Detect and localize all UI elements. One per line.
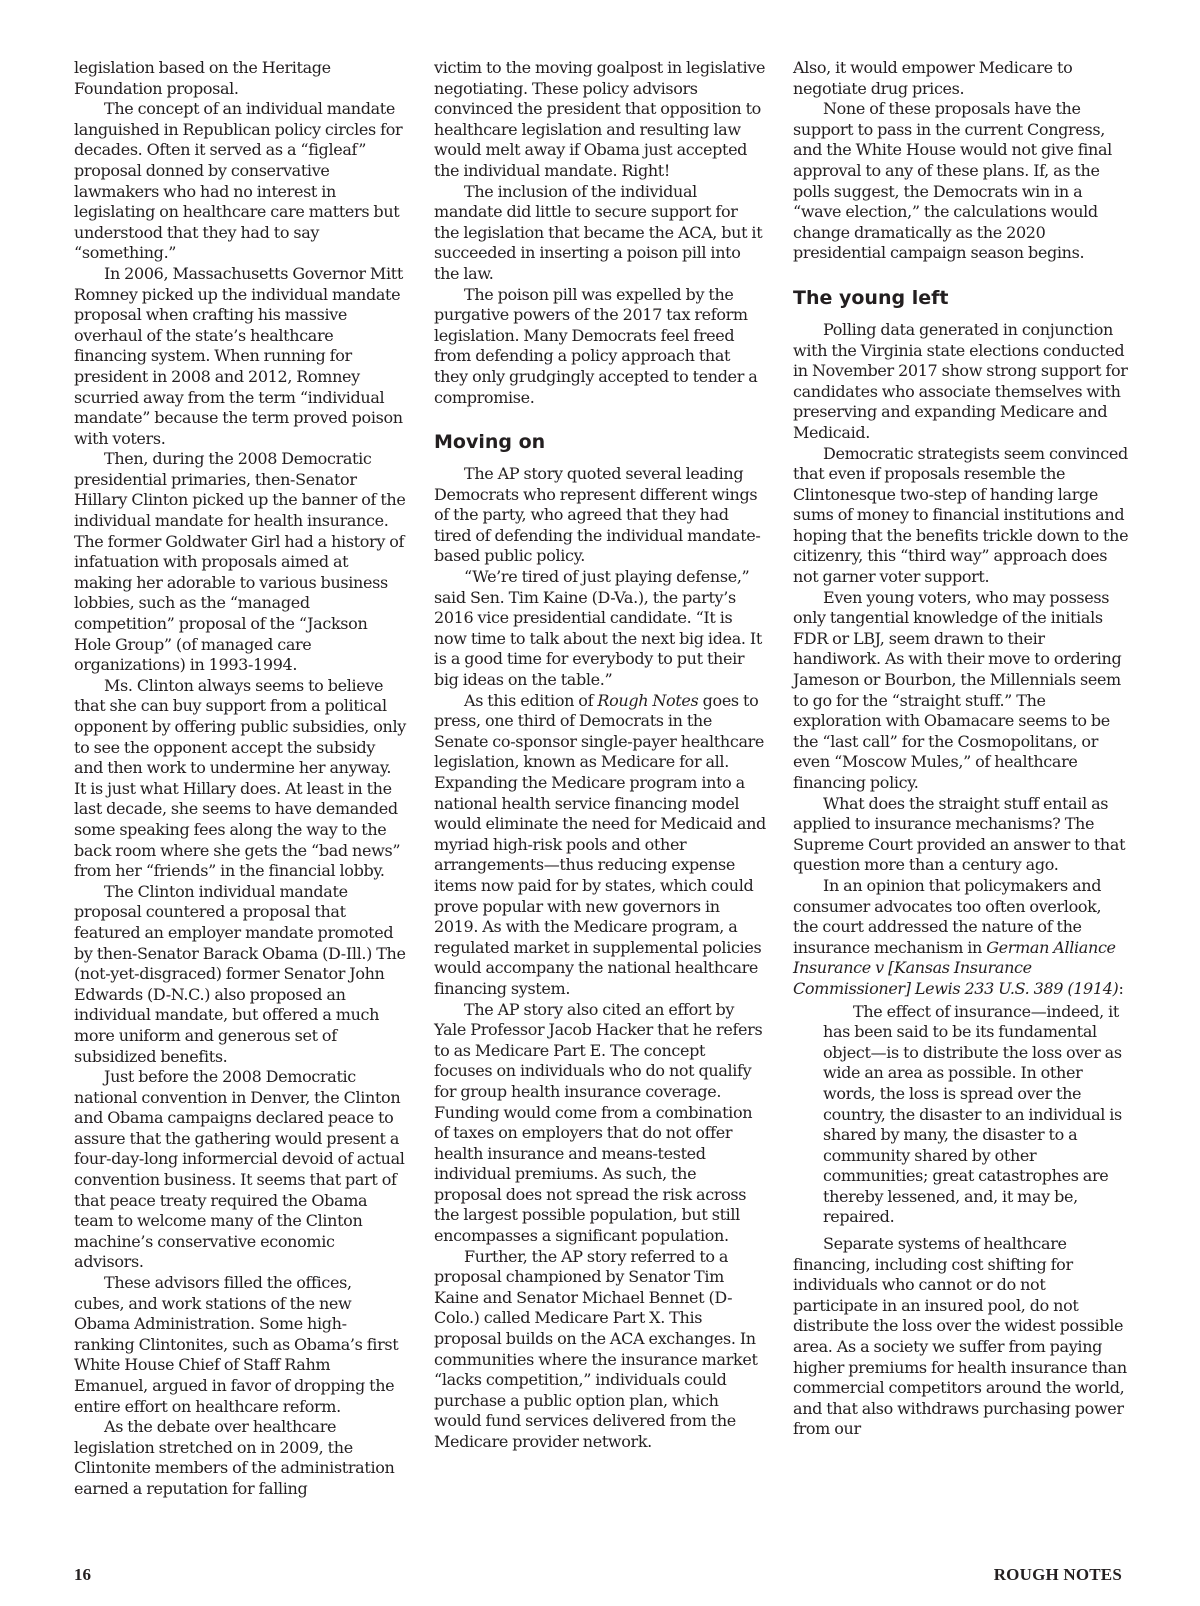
paragraph: None of these proposals have the support to pass in the current Congress, and the White House would not give final approval to any of these plans. If, as the polls suggest, the Democrats win in a “wave election,” the calculations would change dramatically as the 2020 presidential campaign season begins. bbox=[793, 99, 1112, 263]
paragraph: Just before the 2008 Democratic national convention in Denver, the Clinton and Obama campaigns declared peace to assure that the gathering would present a four-day-long informercial devoid of actual convention business. It seems that part of that peace treaty required the Obama team to welcome many of the Clinton machine’s conservative economic advisors. bbox=[74, 1067, 405, 1272]
paragraph: legislation based on the Heritage Foundation proposal. bbox=[74, 58, 331, 98]
text-run: goes to press, one third of Democrats in the Senate co-sponsor single-payer healthcare legislation, known as Medicare for all. Expanding the Medicare program into a national health service financing model would eliminate the need for Medicaid and myriad high-risk pools and other arrangements—thus reducing expense items now paid for by states, which could prove popular with new governors in 2019. As with the Medicare program, a regulated market in supplemental policies would accompany the national healthcare financing system. bbox=[434, 690, 766, 998]
section-heading-young-left: The young left bbox=[793, 286, 949, 309]
article-column-2 bbox=[434, 58, 766, 1453]
paragraph: Even young voters, who may possess only tangential knowledge of the initials FDR or LBJ, seem drawn to their handiwork. As with their move to ordering Jameson or Bourbon, the Millennials seem to go for the “straight stuff.” The exploration with Obamacare seems to be the “last call” for the Cosmopolitans, or even “Moscow Mules,” of healthcare financing policy. bbox=[793, 587, 1122, 792]
article-column-1 bbox=[74, 58, 406, 1500]
paragraph: In 2006, Massachusetts Governor Mitt Romney picked up the individual mandate proposal when crafting his massive overhaul of the state’s healthcare financing system. When running for president in 2008 and 2012, Romney scurried away from the term “individual mandate” because the term proved poison with voters. bbox=[74, 263, 403, 448]
paragraph: Ms. Clinton always seems to believe that she can buy support from a political opponent by offering public subsidies, only to see the opponent accept the subsidy and then work to undermine her anyway. It is just what Hillary does. At least in the last decade, she seems to have demanded some speaking fees along the way to the back room where she gets the “bad news” from her “friends” in the financial lobby. bbox=[74, 675, 406, 881]
paragraph: Polling data generated in conjunction with the Virginia state elections conducted in November 2017 show strong support for candidates who associate themselves with preserving and expanding Medicare and Medicaid. bbox=[793, 319, 1128, 442]
paragraph: As the debate over healthcare legislation stretched on in 2009, the Clintonite members of the administration earned a reputation for falling bbox=[74, 1417, 395, 1498]
paragraph: The inclusion of the individual mandate did little to secure support for the legislation that became the ACA, but it succeeded in inserting a poison pill into the law. bbox=[434, 181, 763, 283]
paragraph: Then, during the 2008 Democratic presidential primaries, then-Senator Hillary Clinton picked up the banner of the individual mandate for health insurance. The former Goldwater Girl had a history of infatuation with proposals aimed at making her adorable to various business lobbies, such as the “managed competition” proposal of the “Jackson Hole Group” (of managed care organizations) in 1993-1994. bbox=[74, 449, 406, 675]
page-number: 16 bbox=[74, 1565, 91, 1584]
paragraph: The AP story quoted several leading Democrats who represent different wings of the party, who agreed that they had tired of defending the individual mandate-based public policy. bbox=[434, 464, 761, 566]
text-run: As this edition of bbox=[464, 690, 598, 710]
paragraph: The AP story also cited an effort by Yale Professor Jacob Hacker that he refers to as Medicare Part E. The concept focuses on individuals who do not qualify for group health insurance coverage. Funding would come from a combination of taxes on employers that do not offer health insurance and means-tested individual premiums. As such, the proposal does not spread the risk across the largest possible population, but still encompasses a significant population. bbox=[434, 999, 763, 1246]
paragraph: Also, it would empower Medicare to negotiate drug prices. bbox=[793, 58, 1073, 98]
paragraph: Separate systems of healthcare financing, including cost shifting for individuals who cannot or do not participate in an insured pool, do not distribute the loss over the widest possible area. As a society we suffer from paying higher premiums for health insurance than commercial competitors around the world, and that also withdraws purchasing power from our bbox=[793, 1234, 1127, 1439]
paragraph: The Clinton individual mandate proposal countered a proposal that featured an employer mandate promoted by then-Senator Barack Obama (D-Ill.) The (not-yet-disgraced) former Senator John Edwards (D-N.C.) also proposed an individual mandate, but offered a much more uniform and generous set of subsidized benefits. bbox=[74, 881, 406, 1066]
paragraph: Further, the AP story referred to a proposal championed by Senator Tim Kaine and Senator Michael Bennet (D-Colo.) called Medicare Part X. This proposal builds on the ACA exchanges. In communities where the insurance market “lacks competition,” individuals could purchase a public option plan, which would fund services delivered from the Medicare provider network. bbox=[434, 1246, 758, 1451]
section-heading-moving-on: Moving on bbox=[434, 431, 546, 454]
paragraph: The concept of an individual mandate languished in Republican policy circles for decades. Often it served as a “figleaf” proposal donned by conservative lawmakers who had no interest in legislating on healthcare care matters but understood that they had to say “something.” bbox=[74, 99, 403, 263]
paragraph: “We’re tired of just playing defense,” said Sen. Tim Kaine (D-Va.), the party’s 2016 vice presidential candidate. “It is now time to talk about the next big idea. It is a good time for everybody to put their big ideas on the table.” bbox=[434, 567, 762, 690]
paragraph: victim to the moving goalpost in legislative negotiating. These policy advisors convinced the president that opposition to healthcare legislation and resulting law would melt away if Obama just accepted the individual mandate. Right! bbox=[434, 58, 766, 180]
text-run: : bbox=[1118, 978, 1124, 998]
article-column-3 bbox=[793, 58, 1129, 1440]
paragraph: Democratic strategists seem convinced that even if proposals resemble the Clintonesque two-step of handing large sums of money to financial institutions and hoping that the benefits trickle down to the citizenry, this “third way” approach does not garner voter support. bbox=[793, 443, 1129, 587]
publication-title-italic: Rough Notes bbox=[597, 690, 699, 710]
paragraph: The poison pill was expelled by the purgative powers of the 2017 tax reform legislation. Many Democrats feel freed from defending a policy approach that they only grudgingly accepted to tender a compromise. bbox=[434, 284, 758, 407]
text-run: In an opinion that policymakers and consumer advocates too often overlook, the court addressed the nature of the insurance mechanism in bbox=[793, 875, 1102, 957]
case-citation-italic: German Alliance Insurance v [Kansas Insurance Commissioner] Lewis 233 U.S. 389 (1914) bbox=[793, 937, 1119, 998]
paragraph bbox=[793, 876, 1129, 1000]
paragraph: These advisors filled the offices, cubes, and work stations of the new Obama Administration. Some high-ranking Clintonites, such as Obama’s first White House Chief of Staff Rahm Emanuel, argued in favor of dropping the entire effort on healthcare reform. bbox=[74, 1273, 399, 1416]
publication-name: ROUGH NOTES bbox=[993, 1565, 1122, 1584]
paragraph: What does the straight stuff entail as applied to insurance mechanisms? The Supreme Court provided an answer to that question more than a century ago. bbox=[793, 793, 1126, 875]
paragraph bbox=[434, 691, 766, 1000]
court-quote: The effect of insurance—indeed, it has been said to be its fundamental object—is to distribute the loss over as wide an area as possible. In other words, the loss is spread over the country, the disaster to an individual is shared by many, the disaster to a community shared by other communities; great catastrophes are thereby lessened, and, it may be, repaired. bbox=[823, 1001, 1122, 1227]
